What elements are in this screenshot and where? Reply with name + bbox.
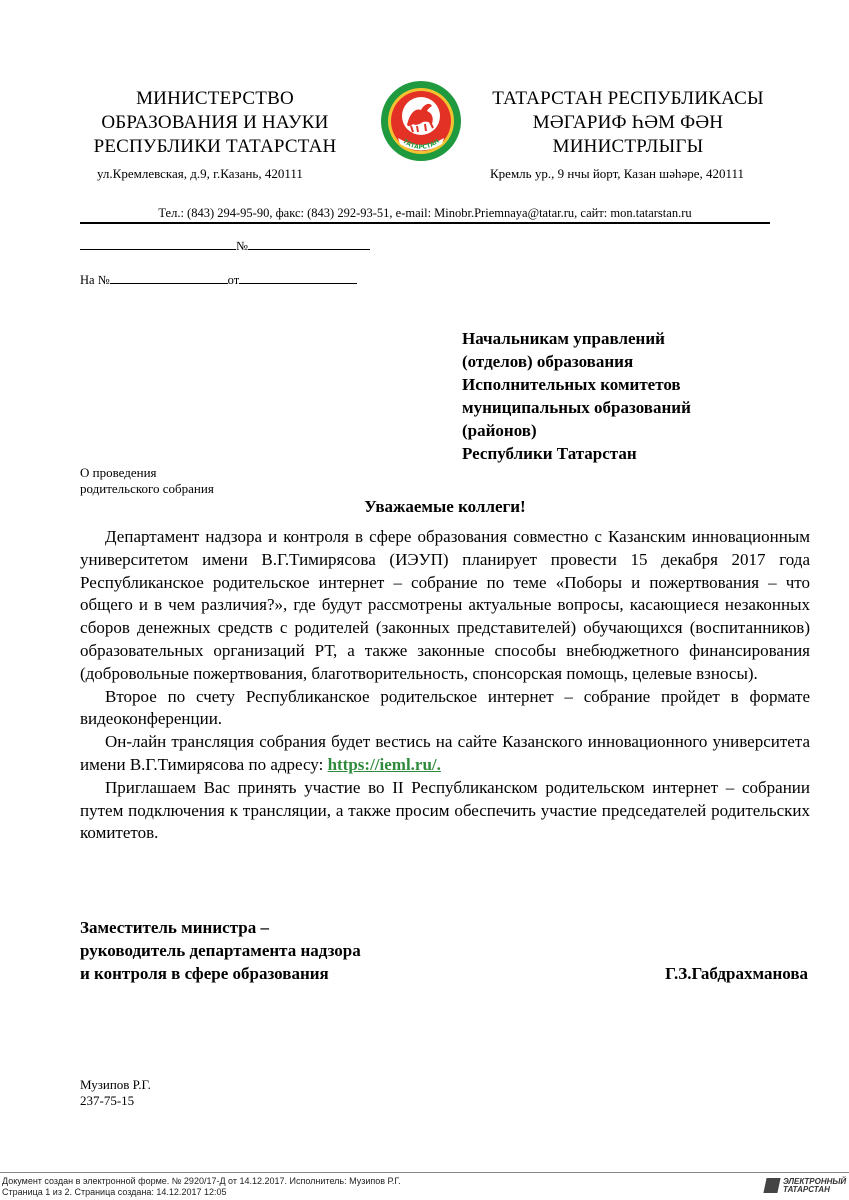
ministry-name-tt-line: МӘГАРИФ ҺӘМ ФӘН bbox=[532, 112, 724, 133]
subject-block bbox=[80, 465, 214, 497]
footer-info bbox=[2, 1176, 401, 1197]
logo-text-line-1: ЭЛЕКТРОННЫЙ bbox=[783, 1177, 847, 1186]
signatory-position-line: Заместитель министра – bbox=[80, 918, 269, 937]
emblem-ribbon-text: ТАТАРСТАН bbox=[401, 137, 441, 151]
reference-line bbox=[80, 270, 357, 288]
reg-number-symbol: № bbox=[236, 239, 248, 253]
reg-date-blank bbox=[80, 236, 236, 250]
logo-text bbox=[783, 1178, 846, 1194]
ministry-name-tt bbox=[483, 87, 773, 159]
subject-line: О проведения bbox=[80, 465, 157, 480]
ref-number-blank bbox=[110, 270, 228, 284]
recipient-line: (районов) bbox=[462, 421, 537, 440]
signatory-position-line: руководитель департамента надзора bbox=[80, 941, 361, 960]
logo-text-line-2: ТАТАРСТАН bbox=[783, 1185, 830, 1194]
ministry-name-ru-line: ОБРАЗОВАНИЯ И НАУКИ bbox=[101, 112, 329, 133]
recipient-line: муниципальных образований bbox=[462, 398, 691, 417]
recipient-line: (отделов) образования bbox=[462, 352, 634, 371]
recipient-block bbox=[462, 327, 762, 465]
ministry-name-tt-line: ТАТАРСТАН РЕСПУБЛИКАСЫ bbox=[492, 88, 764, 109]
signatory-position bbox=[80, 916, 480, 985]
ministry-name-tt-line: МИНИСТРЛЫГЫ bbox=[552, 136, 704, 157]
na-no-label: На № bbox=[80, 273, 110, 287]
contacts-line: Тел.: (843) 294-95-90, факс: (843) 292-93-51, e-mail: Minobr.Priemnaya@tatar.ru, сайт: mon.tatarstan.ru bbox=[158, 206, 692, 220]
body-paragraph-3-text: Он-лайн трансляция собрания будет вестись на сайте Казанского инновационного университета имени В.Г.Тимирясова по адресу: bbox=[80, 732, 810, 774]
header-rule bbox=[80, 222, 770, 224]
letter-body bbox=[80, 526, 810, 845]
ref-date-blank bbox=[239, 270, 357, 284]
signatory-name: Г.З.Габдрахманова bbox=[665, 964, 808, 983]
greeting: Уважаемые коллеги! bbox=[364, 497, 526, 516]
ministry-name-ru-line: РЕСПУБЛИКИ ТАТАРСТАН bbox=[93, 136, 337, 157]
executor-block bbox=[80, 1077, 151, 1109]
recipient-line: Начальникам управлений bbox=[462, 329, 665, 348]
ministry-name-ru bbox=[80, 87, 350, 159]
tatarstan-emblem-icon bbox=[380, 80, 462, 162]
subject-line: родительского собрания bbox=[80, 481, 214, 496]
address-tt: Кремль ур., 9 нчы йорт, Казан шәһәре, 420111 bbox=[490, 166, 745, 181]
signatory-position-line: и контроля в сфере образования bbox=[80, 964, 329, 983]
executor-phone: 237-75-15 bbox=[80, 1093, 135, 1108]
body-paragraph-3 bbox=[80, 731, 810, 777]
logo-mark-icon bbox=[763, 1178, 780, 1193]
body-paragraph-1: Департамент надзора и контроля в сфере образования совместно с Казанским инновационным университетом имени В.Г.Тимирясова (ИЭУП) планирует провести 15 декабря 2017 года Республиканское родительское интернет – собрание по теме «Поборы и пожертвования – что общего и в чем различия?», где будут рассмотрены актуальные вопросы, касающиеся незаконных сборов денежных средств с родителей (законных представителей) обучающихся (воспитанников) образовательных организаций РТ, а также законные способы внебюджетного финансирования (добровольные пожертвования, благотворительность, спонсорская помощь, целевые взносы). bbox=[80, 527, 810, 683]
recipient-line: Исполнительных комитетов bbox=[462, 375, 681, 394]
executor-name: Музипов Р.Г. bbox=[80, 1077, 151, 1092]
broadcast-link[interactable]: https://ieml.ru/. bbox=[327, 754, 441, 774]
recipient-line: Республики Татарстан bbox=[462, 444, 637, 463]
body-paragraph-2: Второе по счету Республиканское родительское интернет – собрание пройдет в формате видеоконференции. bbox=[80, 686, 810, 729]
ot-label: от bbox=[227, 273, 240, 287]
address-ru: ул.Кремлевская, д.9, г.Казань, 420111 bbox=[97, 166, 303, 181]
body-paragraph-4: Приглашаем Вас принять участие во II Республиканском родительском интернет – собрании путем подключения к трансляции, а также просим обеспечить участие председателей родительских комитетов. bbox=[80, 777, 810, 843]
footer-line-1: Документ создан в электронной форме. № 2920/17-Д от 14.12.2017. Исполнитель: Музипов Р.Г. bbox=[2, 1176, 401, 1186]
reg-number-blank bbox=[248, 236, 370, 250]
electronic-tatarstan-logo bbox=[765, 1177, 847, 1195]
reg-number-line bbox=[80, 236, 370, 254]
footer-line-2: Страница 1 из 2. Страница создана: 14.12.2017 12:05 bbox=[2, 1186, 227, 1197]
ministry-name-ru-line: МИНИСТЕРСТВО bbox=[136, 88, 294, 109]
footer-rule bbox=[0, 1172, 849, 1173]
